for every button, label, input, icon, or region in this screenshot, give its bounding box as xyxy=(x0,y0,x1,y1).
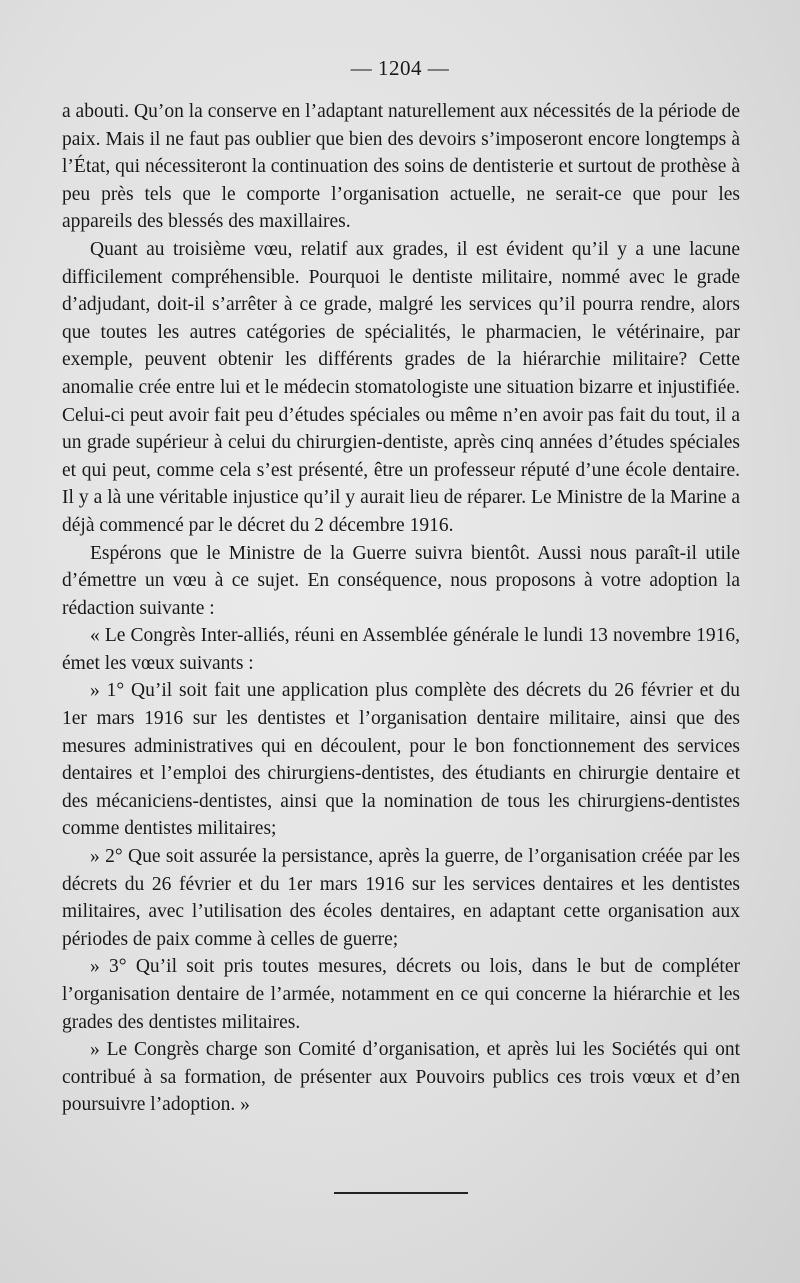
body-text xyxy=(62,98,740,1119)
end-rule xyxy=(334,1192,468,1194)
paragraph-6: » 2° Que soit assurée la persistance, après la guerre, de l’organisation créée par les décrets du 26 février et du 1er mars 1916 sur les services dentaires et les dentistes militaires, avec l’utilisation des écoles dentaires, en adaptant cette organisation aux périodes de paix comme à celles de guerre; xyxy=(62,846,740,950)
page-number: — 1204 — xyxy=(350,56,450,80)
paragraph-7: » 3° Qu’il soit pris toutes mesures, décrets ou lois, dans le but de compléter l’organisation dentaire de l’armée, notamment en ce qui concerne la hiérarchie et les grades des dentistes militaires. xyxy=(62,956,740,1033)
paragraph-4: « Le Congrès Inter-alliés, réuni en Assemblée générale le lundi 13 novembre 1916, émet les vœux suivants : xyxy=(62,625,740,674)
paragraph-5: » 1° Qu’il soit fait une application plus complète des décrets du 26 février et du 1er mars 1916 sur les dentistes et l’organisation dentaire militaire, ainsi que des mesures administratives qui en découlent, pour le bon fonctionnement des services dentaires et l’emploi des chirurgiens-dentistes, des étudiants en chirurgie dentaire et des mécaniciens-dentistes, ainsi que la nomination de tous les chirurgiens-dentistes comme dentistes militaires; xyxy=(62,680,740,840)
paragraph-2: Quant au troisième vœu, relatif aux grades, il est évident qu’il y a une lacune difficilement compréhensible. Pourquoi le dentiste militaire, nommé avec le grade d’adjudant, doit-il s’arrêter à ce grade, malgré les services qu’il pourra rendre, alors que toutes les autres catégories de spécialités, le pharmacien, le vétérinaire, par exemple, peuvent obtenir les différents grades de la hiérarchie militaire? Cette anomalie crée entre lui et le médecin stomatologiste une situation bizarre et injustifiée. Celui-ci peut avoir fait peu d’études spéciales ou même n’en avoir pas fait du tout, il a un grade supérieur à celui du chirurgien-dentiste, après cinq années d’études spéciales et qui peut, comme cela s’est présenté, être un professeur réputé d’une école dentaire. Il y a là une véritable injustice qu’il y aurait lieu de réparer. Le Ministre de la Marine a déjà commencé par le décret du 2 décembre 1916. xyxy=(62,238,740,536)
paragraph-8: » Le Congrès charge son Comité d’organisation, et après lui les Sociétés qui ont contribué à sa formation, de présenter aux Pouvoirs publics ces trois vœux et d’en poursuivre l’adoption. » xyxy=(62,1039,740,1116)
paragraph-1: a abouti. Qu’on la conserve en l’adaptant naturellement aux nécessités de la période de paix. Mais il ne faut pas oublier que bien des devoirs s’imposeront encore longtemps à l’État, qui nécessiteront la continuation des soins de dentisterie et surtout de prothèse à peu près tels que le comporte l’organisation actuelle, ne serait-ce que pour les appareils des blessés des maxillaires. xyxy=(62,101,740,233)
paragraph-3: Espérons que le Ministre de la Guerre suivra bientôt. Aussi nous paraît-il utile d’émettre un vœu à ce sujet. En conséquence, nous proposons à votre adoption la rédaction suivante : xyxy=(62,542,740,619)
